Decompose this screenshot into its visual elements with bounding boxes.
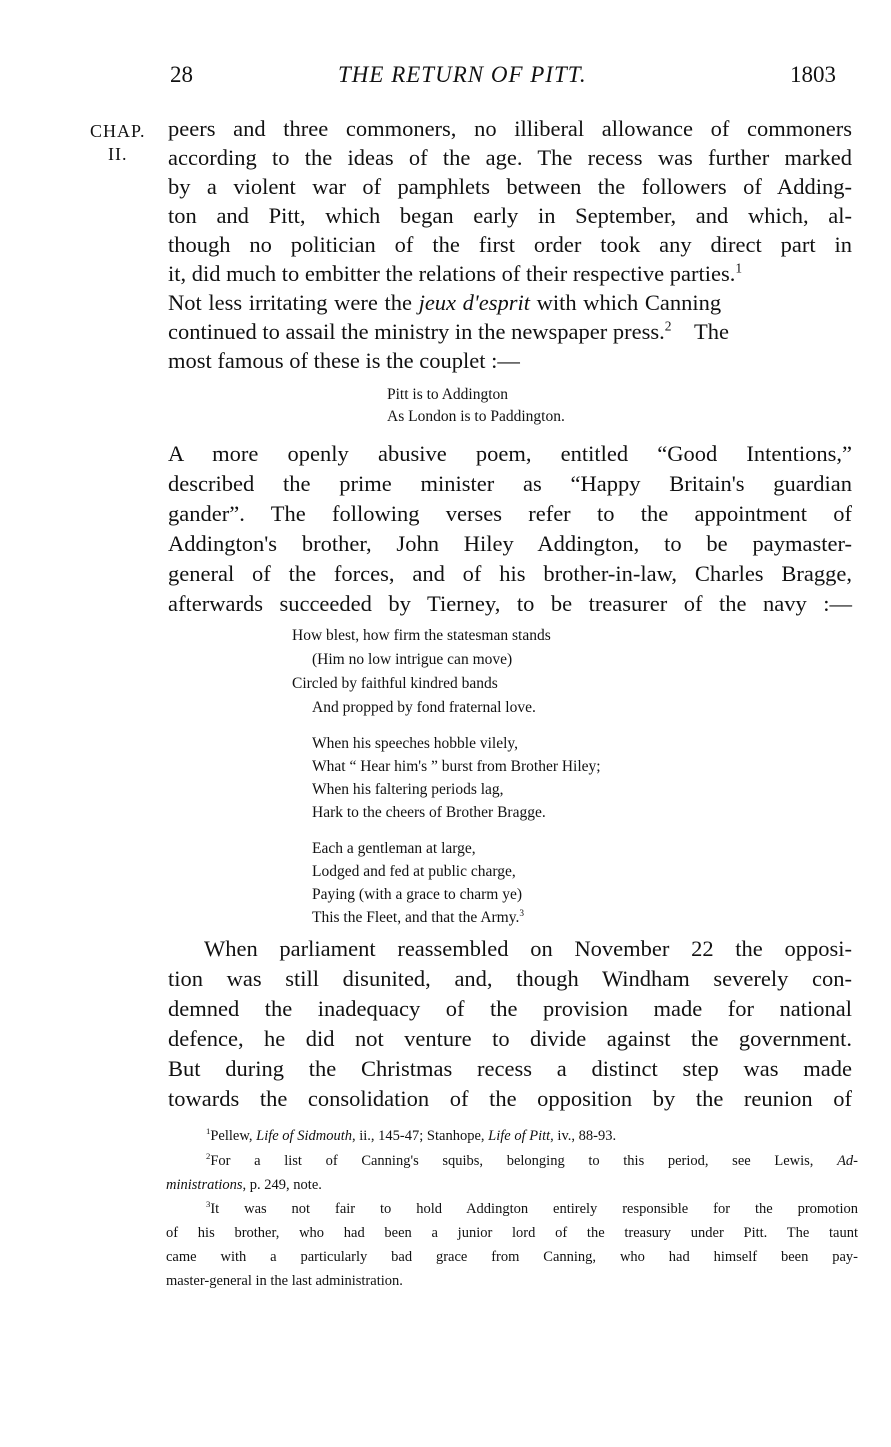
text-span: Not less irritating were the [168,290,412,315]
text-line: peers and three commoners, no illiberal allowance of commoners [168,116,852,141]
text-span: continued to assail the ministry in the newspaper press. [168,319,665,344]
text-span: it, did much to embitter the relations of their respective parties. [168,261,736,286]
italic-title: Life of Pitt [488,1128,551,1144]
page-year: 1803 [790,62,836,87]
text-span: , ii., 145-47; Stanhope, [352,1128,489,1144]
text-line: A more openly abusive poem, entitled “Good Intentions,” [168,441,852,466]
verse-line [312,909,524,927]
page-number: 28 [170,62,193,87]
italic-phrase: jeux d'esprit [418,290,530,315]
text-line: though no politician of the first order took any direct part in [168,232,852,257]
verse-line: Each a gentleman at large, [312,840,476,857]
footnote-1 [206,1128,616,1145]
italic-title: Ad- [837,1153,858,1169]
text-span: , p. 249, note. [242,1177,322,1193]
text-span: Pellew, [210,1128,257,1144]
footnote-ref-3: 3 [519,908,524,919]
text-line: general of the forces, and of his brother-in-law, Charles Bragge, [168,561,852,586]
text-line [168,290,852,320]
footnote-3 [166,1201,858,1218]
footnote-mark: 1 [206,1126,211,1137]
text-line: by a violent war of pamphlets between the followers of Adding- [168,174,852,199]
chapter-label: CHAP. [90,121,146,141]
footnote-mark: 2 [206,1151,211,1162]
text-line: But during the Christmas recess a distinct step was made [168,1056,852,1081]
text-line: defence, he did not venture to divide against the government. [168,1026,852,1051]
text-line: When parliament reassembled on November 22 the opposi- [204,936,852,961]
verse-line: Hark to the cheers of Brother Bragge. [312,804,546,821]
verse-line: What “ Hear him's ” burst from Brother Hiley; [312,758,601,775]
verse-line: Pitt is to Addington [387,386,509,403]
verse-line: As London is to Paddington. [387,408,565,425]
verse-line: Paying (with a grace to charm ye) [312,886,523,903]
text-line: tion was still disunited, and, though Windham severely con- [168,966,852,991]
text-span: It was not fair to hold Addington entirely responsible for the promotion [210,1201,858,1217]
footnote-ref-1: 1 [735,260,743,276]
verse-line: (Him no low intrigue can move) [312,651,513,668]
footnote-2 [166,1153,858,1170]
text-span: This the Fleet, and that the Army. [312,909,520,926]
text-line: described the prime minister as “Happy Britain's guardian [168,471,852,496]
poem [292,627,752,927]
chapter-number: II. [108,144,128,164]
text-span: with which Canning [536,290,722,315]
text-line: most famous of these is the couplet :— [168,348,520,373]
footnote-ref-2: 2 [664,318,672,334]
text-line: according to the ideas of the age. The recess was further marked [168,145,852,170]
running-title: THE RETURN OF PITT. [338,62,587,87]
italic-title: Life of Sidmouth [256,1128,352,1144]
text-line [168,319,852,349]
verse-line: Lodged and fed at public charge, [312,863,516,880]
verse-line: And propped by fond fraternal love. [312,699,536,716]
text-line: ton and Pitt, which began early in September, and which, al- [168,203,852,228]
text-line: gander”. The following verses refer to the appointment of [168,501,852,526]
footnote-3-line: of his brother, who had been a junior lord of the treasury under Pitt. The taunt [166,1225,858,1241]
text-span: For a list of Canning's squibs, belonging to this period, see Lewis, [210,1153,838,1169]
text-span: , iv., 88-93. [550,1128,617,1144]
text-line: towards the consolidation of the opposition by the reunion of [168,1086,852,1111]
text-line [168,261,852,291]
footnote-3-line: master-general in the last administration. [166,1273,403,1289]
text-line: Addington's brother, John Hiley Addington, to be paymaster- [168,531,852,556]
italic-title: ministrations [166,1177,243,1193]
footnote-3-line: came with a particularly bad grace from Canning, who had himself been pay- [166,1249,858,1265]
verse-line: Circled by faithful kindred bands [292,675,498,692]
text-span: The [694,319,730,344]
footnote-2-cont [166,1177,322,1194]
verse-line: When his faltering periods lag, [312,781,504,798]
verse-line: When his speeches hobble vilely, [312,735,519,752]
text-line: demned the inadequacy of the provision made for national [168,996,852,1021]
footnote-mark: 3 [206,1199,211,1210]
text-line: afterwards succeeded by Tierney, to be treasurer of the navy :— [168,591,852,616]
verse-line: How blest, how firm the statesman stands [292,627,551,644]
